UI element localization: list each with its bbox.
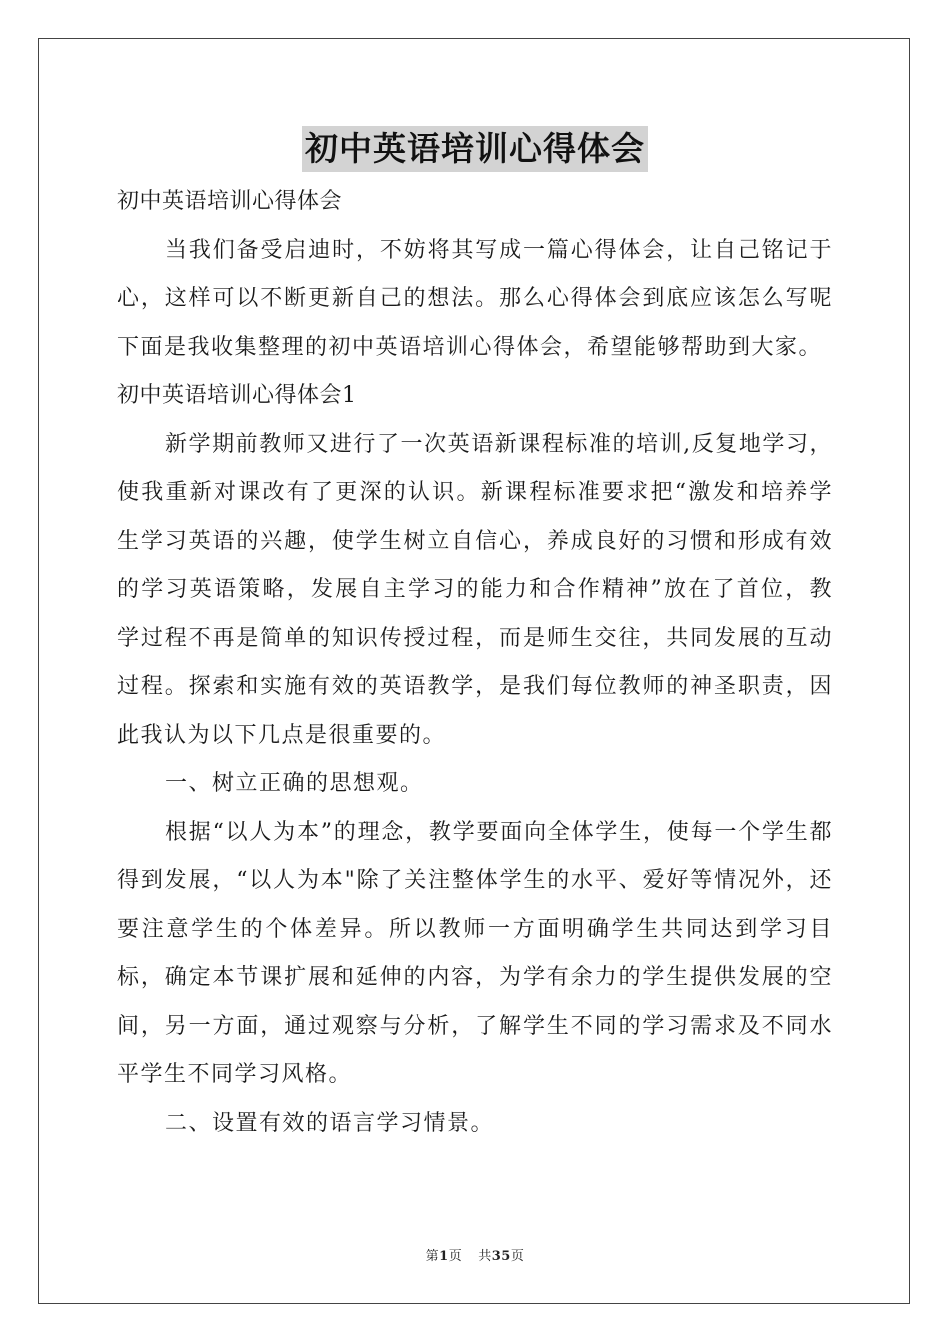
document-body [117,178,833,1148]
section-heading: 初中英语培训心得体会1 [117,383,357,408]
title-container [0,126,950,172]
total-prefix: 共 [478,1249,492,1264]
point-1-heading: 一、树立正确的思想观。 [165,771,424,796]
body-paragraph-1: 新学期前教师又进行了一次英语新课程标准的培训,反复地学习，使我重新对课改有了更深的认识。新课程标准要求把“激发和培养学生学习英语的兴趣，使学生树立自信心，养成良好的习惯和形成有效的学习英语策略，发展自主学习的能力和合作精神”放在了首位，教学过程不再是简单的知识传授过程，而是师生交往，共同发展的互动过程。探索和实施有效的英语教学，是我们每位教师的神圣职责，因此我认为以下几点是很重要的。 [117,431,833,748]
page-suffix: 页 [448,1249,463,1264]
document-subtitle: 初中英语培训心得体会 [117,189,343,214]
page-prefix: 第 [425,1249,440,1264]
intro-paragraph: 当我们备受启迪时，不妨将其写成一篇心得体会，让自己铭记于心，这样可以不断更新自己的想法。那么心得体会到底应该怎么写呢下面是我收集整理的初中英语培训心得体会，希望能够帮助到大家。 [117,237,833,360]
page-footer [0,1245,950,1264]
point-1-paragraph: 根据“以人为本”的理念，教学要面向全体学生，使每一个学生都得到发展，“以人为本"除了关注整体学生的水平、爱好等情况外，还要注意学生的个体差异。所以教师一方面明确学生共同达到学习目标，确定本节课扩展和延伸的内容，为学有余力的学生提供发展的空间，另一方面，通过观察与分析，了解学生不同的学习需求及不同水平学生不同学习风格。 [117,819,833,1087]
total-suffix: 页 [510,1249,525,1264]
document-title: 初中英语培训心得体会 [302,126,648,172]
page-current: 1 [439,1249,449,1264]
page-total: 35 [491,1249,511,1264]
point-2-heading: 二、设置有效的语言学习情景。 [165,1110,495,1136]
